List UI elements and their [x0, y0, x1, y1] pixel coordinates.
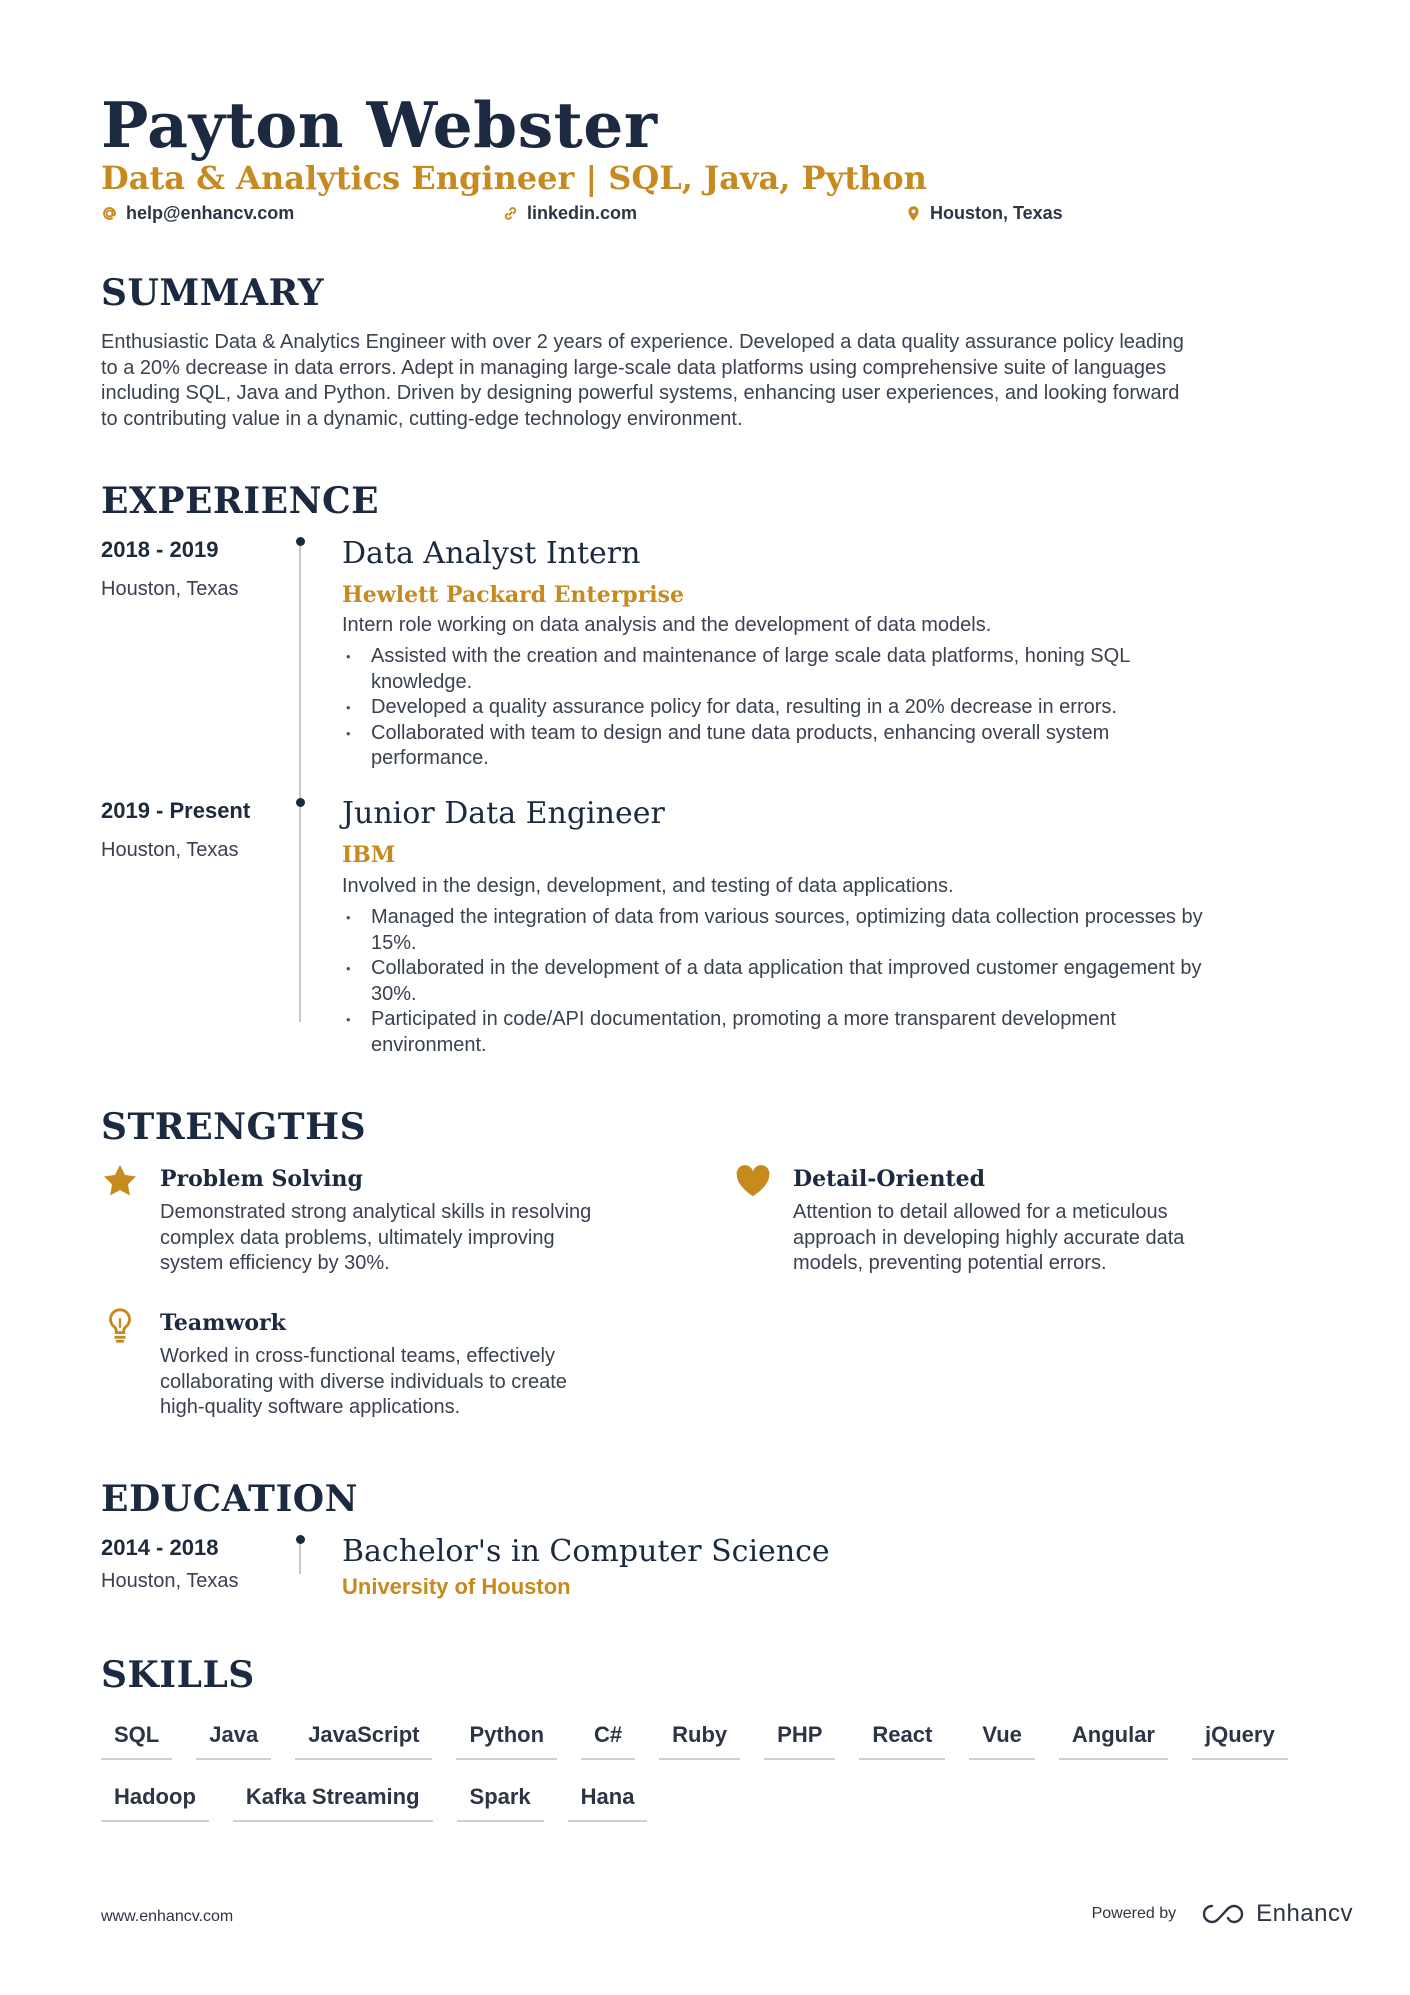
skill-tag: Ruby [659, 1722, 740, 1760]
brand-logo[interactable] [1200, 1900, 1353, 1928]
skill-tag: React [859, 1722, 945, 1760]
contact-email[interactable] [101, 203, 294, 224]
footer-website[interactable]: www.enhancv.com [101, 1908, 234, 1925]
job-company: IBM [342, 842, 396, 868]
education-heading: EDUCATION [101, 1478, 359, 1520]
brand-name: Enhancv [1256, 1900, 1353, 1927]
summary-line: including SQL, Java and Python. Driven by designing powerful systems, enhancing user experiences, and looking forward [101, 382, 1180, 404]
skill-tag: Kafka Streaming [233, 1784, 433, 1822]
skill-tag: Hana [568, 1784, 648, 1822]
timeline-dot [296, 1535, 305, 1544]
skills-row [101, 1784, 647, 1822]
skill-tag: Spark [457, 1784, 544, 1822]
lightbulb-icon [101, 1306, 139, 1344]
summary-text [101, 330, 1331, 432]
job-description: Involved in the design, development, and testing of data applications. [342, 875, 954, 897]
at-icon [101, 205, 118, 222]
strength-title: Teamwork [160, 1310, 286, 1336]
job-location: Houston, Texas [101, 578, 239, 600]
candidate-name: Payton Webster [101, 88, 658, 162]
footer-branding [1092, 1900, 1353, 1928]
experience-heading: EXPERIENCE [101, 480, 380, 522]
strength-description: Worked in cross-functional teams, effectively collaborating with diverse individuals to create high-quality software applications. [160, 1345, 567, 1418]
timeline-dot [296, 798, 305, 807]
summary-line: Enthusiastic Data & Analytics Engineer with over 2 years of experience. Developed a data quality assurance policy leading [101, 331, 1184, 353]
skill-tag: SQL [101, 1722, 172, 1760]
list-item: • Managed the integration of data from various sources, optimizing data collection processes by 15%. [342, 905, 1342, 956]
job-bullets [342, 644, 1342, 772]
skill-tag: Java [196, 1722, 271, 1760]
enhancv-logo-icon [1200, 1902, 1246, 1926]
star-icon [101, 1162, 139, 1200]
strength-description: Attention to detail allowed for a meticulous approach in developing highly accurate data models, preventing potential errors. [793, 1201, 1185, 1274]
skill-tag: Hadoop [101, 1784, 209, 1822]
list-item: • Collaborated with team to design and tune data products, enhancing overall system performance. [342, 721, 1342, 772]
skill-tag: C# [581, 1722, 635, 1760]
job-description: Intern role working on data analysis and the development of data models. [342, 614, 992, 636]
job-location: Houston, Texas [101, 839, 239, 861]
powered-by-label: Powered by [1091, 1905, 1177, 1922]
education-location: Houston, Texas [101, 1570, 239, 1592]
strength-description: Demonstrated strong analytical skills in resolving complex data problems, ultimately improving system efficiency by 30%. [160, 1201, 592, 1274]
heart-icon [734, 1162, 772, 1200]
contact-location [905, 203, 1063, 224]
skill-tag: JavaScript [295, 1722, 432, 1760]
job-date: 2019 - Present [101, 798, 251, 823]
strength-title: Detail-Oriented [793, 1166, 985, 1192]
skill-tag: Vue [969, 1722, 1035, 1760]
job-title: Data Analyst Intern [342, 536, 641, 571]
contact-email-text: help@enhancv.com [126, 203, 295, 223]
education-date: 2014 - 2018 [101, 1535, 219, 1560]
contact-linkedin-text: linkedin.com [527, 203, 638, 223]
contact-location-text: Houston, Texas [930, 203, 1063, 223]
summary-heading: SUMMARY [101, 272, 325, 314]
strength-title: Problem Solving [160, 1166, 363, 1192]
education-degree: Bachelor's in Computer Science [342, 1534, 830, 1569]
job-date: 2018 - 2019 [101, 537, 219, 562]
job-company: Hewlett Packard Enterprise [342, 582, 685, 608]
job-bullets [342, 905, 1342, 1058]
education-timeline [299, 1540, 301, 1574]
skill-tag: jQuery [1192, 1722, 1288, 1760]
skill-tag: Angular [1059, 1722, 1168, 1760]
timeline-dot [296, 537, 305, 546]
contact-bar [101, 203, 1321, 227]
link-icon [502, 205, 519, 222]
skill-tag: PHP [764, 1722, 835, 1760]
experience-timeline [299, 542, 301, 1022]
list-item: • Participated in code/API documentation, promoting a more transparent development environment. [342, 1007, 1342, 1058]
list-item: • Assisted with the creation and maintenance of large scale data platforms, honing SQL knowledge. [342, 644, 1342, 695]
summary-line: to a 20% decrease in data errors. Adept in managing large-scale data platforms using comprehensive suite of languages [101, 356, 1167, 379]
candidate-headline: Data & Analytics Engineer | SQL, Java, Python [101, 159, 927, 197]
job-title: Junior Data Engineer [342, 796, 665, 831]
skills-heading: SKILLS [101, 1654, 255, 1696]
strengths-heading: STRENGTHS [101, 1106, 367, 1148]
skills-row [101, 1722, 1288, 1760]
list-item: • Collaborated in the development of a data application that improved customer engagement by 30%. [342, 956, 1342, 1007]
education-school: University of Houston [342, 1574, 571, 1599]
map-pin-icon [905, 205, 922, 222]
summary-line: to contributing value in a dynamic, cutting-edge technology environment. [101, 407, 743, 430]
list-item: • Developed a quality assurance policy for data, resulting in a 20% decrease in errors. [342, 695, 1342, 721]
skill-tag: Python [456, 1722, 557, 1760]
contact-linkedin[interactable] [502, 203, 637, 224]
